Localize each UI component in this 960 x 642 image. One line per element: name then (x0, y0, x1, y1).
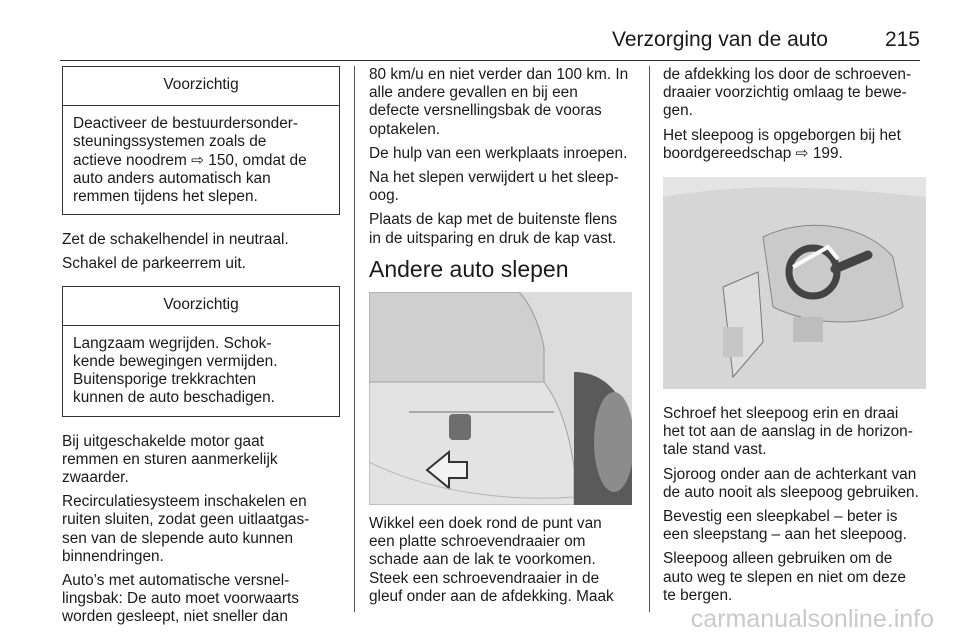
car-rear-illustration (369, 292, 632, 505)
paragraph: Recirculatiesysteem inschakelen en ruiten sluiten, zodat geen uitlaatgas- sen van de slepende auto kunnen binnendringen. (62, 493, 310, 565)
page-reference-arrow-icon: ⇨ (795, 144, 809, 162)
page-header (60, 22, 920, 62)
paragraph: Schroef het sleepoog erin en draai het tot aan de aanslag in de horizon- tale stand vast. (663, 405, 913, 459)
column-1 (62, 66, 340, 633)
towing-eye-illustration (663, 177, 926, 389)
column-divider (649, 66, 650, 612)
paragraph: Zet de schakelhendel in neutraal. (62, 231, 289, 249)
page-reference: 199 (812, 144, 839, 162)
paragraph: Schakel de parkeerrem uit. (62, 255, 246, 273)
paragraph: Na het slepen verwijdert u het sleep- oog. (369, 169, 619, 205)
caution-box (62, 66, 340, 215)
paragraph (663, 127, 935, 163)
paragraph: Auto’s met automatische versnel- lingsbak: De auto moet voorwaarts worden gesleept, niet sneller dan (62, 572, 299, 626)
paragraph: Sjoroog onder aan de achterkant van de auto nooit als sleepoog gebruiken. (663, 465, 919, 501)
page-reference-arrow-icon: ⇨ (191, 151, 204, 169)
caution-text-part: Deactiveer de bestuurdersonder- steuningssystemen zoals de actieve noodrem (73, 115, 298, 169)
header-title: Verzorging van de auto (612, 28, 828, 51)
paragraph: Sleepoog alleen gebruiken om de auto weg te slepen en niet om deze te bergen. (663, 550, 906, 604)
header-rule (60, 60, 920, 61)
caution-text: Langzaam wegrijden. Schok- kende bewegingen vermijden. Buitensporige trekkrachten kunnen de auto beschadigen. (73, 334, 278, 407)
caution-heading: Voorzichtig (63, 287, 339, 326)
caution-box (62, 286, 340, 417)
paragraph-part: Het sleepoog is opgeborgen bij het boordgereedschap (663, 126, 901, 162)
column-divider (354, 66, 355, 612)
watermark: carmanualsonline.info (690, 605, 934, 633)
paragraph: Bevestig een sleepkabel – beter is een sleepstang – aan het sleepoog. (663, 508, 907, 544)
column-3 (663, 66, 935, 611)
paragraph: Plaats de kap met de buitenste flens in de uitsparing en druk de kap vast. (369, 211, 618, 247)
paragraph: De hulp van een werkplaats inroepen. (369, 144, 628, 162)
caution-text-part: , omdat de auto anders automatisch kan remmen tijdens het slepen. (73, 151, 307, 206)
page-reference: 150 (208, 151, 234, 169)
caution-heading: Voorzichtig (63, 67, 339, 106)
paragraph-part: . (838, 144, 843, 162)
paragraph: Bij uitgeschakelde motor gaat remmen en sturen aanmerkelijk zwaarder. (62, 432, 278, 487)
page-number: 215 (884, 28, 920, 51)
paragraph: de afdekking los door de schroeven- draaier voorzichtig omlaag te bewe- gen. (663, 66, 912, 120)
paragraph: 80 km/u en niet verder dan 100 km. In alle andere gevallen en bij een defecte versnellingsbak de vooras optakelen. (369, 66, 629, 138)
paragraph: Wikkel een doek rond de punt van een platte schroevendraaier om schade aan de lak te voorkomen. Steek een schroevendraaier in de gleuf onder aan de afdekking. Maak (369, 515, 614, 605)
column-2 (369, 66, 639, 612)
caution-text (63, 106, 339, 214)
section-heading: Andere auto slepen (369, 255, 569, 282)
